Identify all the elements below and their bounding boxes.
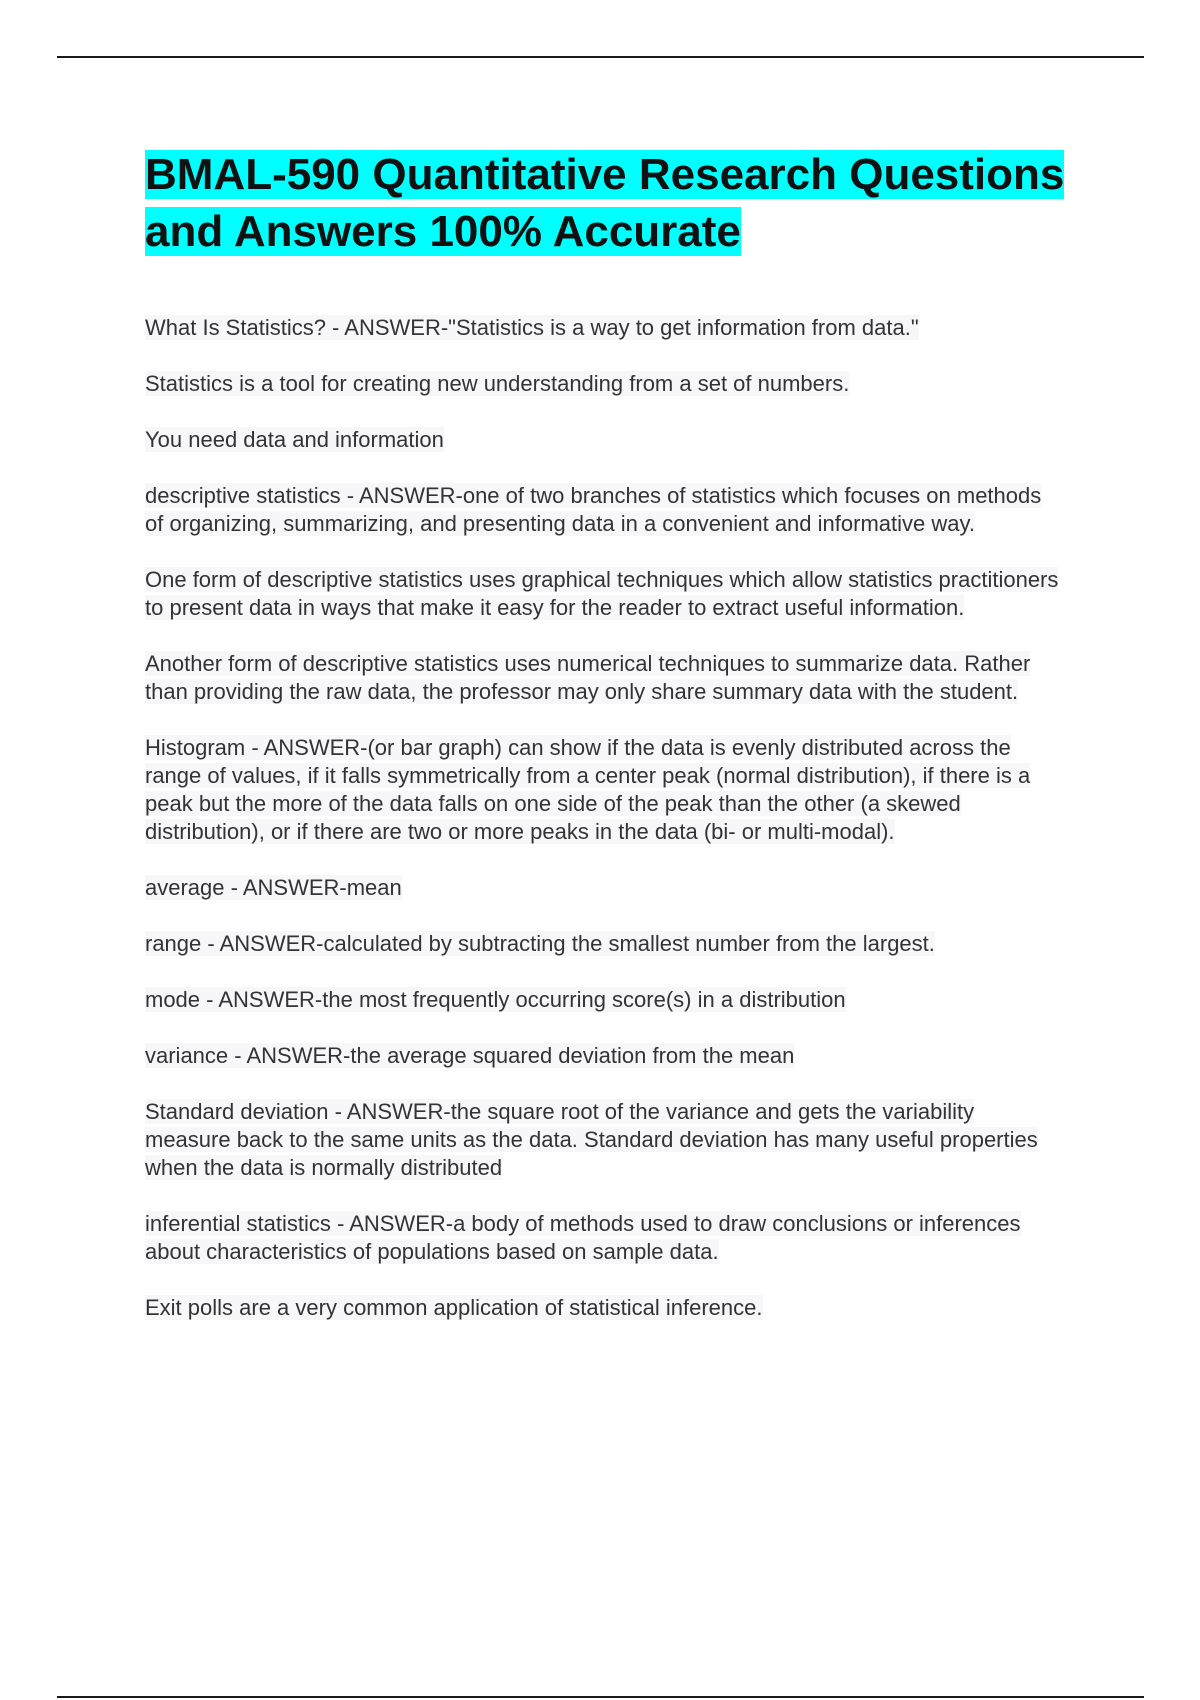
- bottom-rule: [57, 1696, 1144, 1698]
- qa-entry: [145, 1294, 1065, 1322]
- qa-entry: [145, 482, 1065, 538]
- qa-entry-text: Statistics is a tool for creating new understanding from a set of numbers.: [145, 371, 850, 396]
- qa-entry-text: mode - ANSWER-the most frequently occurring score(s) in a distribution: [145, 987, 846, 1012]
- qa-entry: [145, 314, 1065, 342]
- qa-entry-text: Exit polls are a very common application of statistical inference.: [145, 1295, 763, 1320]
- qa-entry-text: One form of descriptive statistics uses graphical techniques which allow statistics practitioners to present data in ways that make it easy for the reader to extract useful information.: [145, 567, 1059, 620]
- qa-entry-text: Standard deviation - ANSWER-the square root of the variance and gets the variability measure back to the same units as the data. Standard deviation has many useful properties when the data is normally distributed: [145, 1099, 1038, 1180]
- qa-entry-text: variance - ANSWER-the average squared deviation from the mean: [145, 1043, 795, 1068]
- qa-entry-text: average - ANSWER-mean: [145, 875, 402, 900]
- qa-entry: [145, 370, 1065, 398]
- qa-entry: [145, 650, 1065, 706]
- qa-entry-text: You need data and information: [145, 427, 444, 452]
- top-rule: [57, 56, 1144, 58]
- qa-entry: [145, 986, 1065, 1014]
- qa-entry-text: range - ANSWER-calculated by subtracting the smallest number from the largest.: [145, 931, 935, 956]
- qa-list: [145, 314, 1065, 1322]
- qa-entry: [145, 734, 1065, 846]
- document-title-text: BMAL-590 Quantitative Research Questions and Answers 100% Accurate: [145, 150, 1065, 256]
- qa-entry: [145, 426, 1065, 454]
- document-page: [145, 146, 1065, 1350]
- qa-entry-text: Another form of descriptive statistics uses numerical techniques to summarize data. Rather than providing the raw data, the professor may only share summary data with the student.: [145, 651, 1031, 704]
- qa-entry: [145, 1210, 1065, 1266]
- qa-entry-text: descriptive statistics - ANSWER-one of two branches of statistics which focuses on methods of organizing, summarizing, and presenting data in a convenient and informative way.: [145, 483, 1042, 536]
- qa-entry: [145, 930, 1065, 958]
- qa-entry: [145, 566, 1065, 622]
- qa-entry-text: inferential statistics - ANSWER-a body of methods used to draw conclusions or inferences about characteristics of populations based on sample data.: [145, 1211, 1021, 1264]
- qa-entry: [145, 874, 1065, 902]
- qa-entry: [145, 1098, 1065, 1182]
- qa-entry-text: Histogram - ANSWER-(or bar graph) can show if the data is evenly distributed across the range of values, if it falls symmetrically from a center peak (normal distribution), if there is a peak but the more of the data falls on one side of the peak than the other (a skewed distribution), or if there are two or more peaks in the data (bi- or multi-modal).: [145, 735, 1031, 844]
- document-title: [145, 146, 1065, 260]
- qa-entry-text: What Is Statistics? - ANSWER-"Statistics is a way to get information from data.": [145, 315, 919, 340]
- qa-entry: [145, 1042, 1065, 1070]
